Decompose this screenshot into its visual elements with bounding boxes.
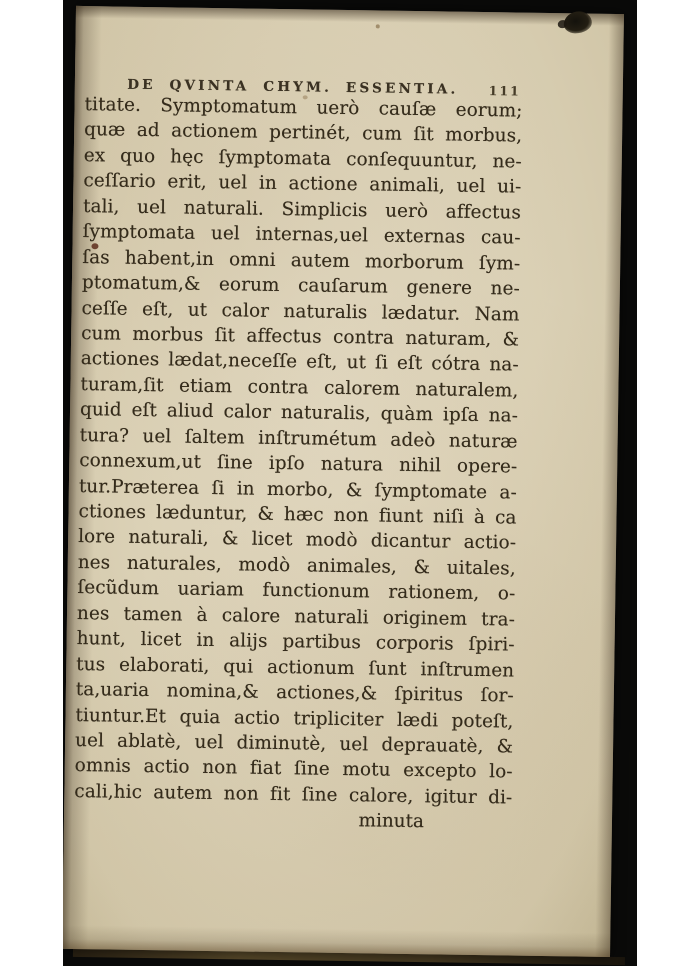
text-line: turam,ſit etiam contra calorem naturalem, bbox=[80, 373, 519, 402]
scan-background bbox=[63, 0, 637, 966]
text-block bbox=[74, 92, 523, 836]
text-line: tura? uel ſaltem inſtrumétum adeò naturæ bbox=[79, 424, 518, 453]
page-number: 111 bbox=[488, 83, 521, 99]
text-line: ptomatum,& eorum cauſarum genere ne- bbox=[81, 272, 521, 300]
text-line: quid eſt aliud calor naturalis, quàm ipſa na- bbox=[79, 399, 519, 427]
text-line: lore naturali, & licet modò dicantur actio- bbox=[77, 526, 517, 554]
running-title: DE QVINTA CHYM. ESSENTIA. bbox=[127, 76, 459, 98]
text-line: ex quo hęc ſymptomata conſequuntur, ne- bbox=[83, 144, 522, 173]
ink-stain bbox=[564, 11, 592, 33]
text-line: ctiones læduntur, & hæc non fiunt niſi à ca bbox=[78, 501, 517, 529]
text-line: ta,uaria nomina,& actiones,& ſpiritus ſor- bbox=[75, 679, 514, 707]
text-line: tus elaborati, qui actionum ſunt inſtrumen bbox=[76, 653, 515, 682]
text-line: hunt, licet in alijs partibus corporis ſpiri- bbox=[76, 628, 515, 656]
text-line: titate. Symptomatum uerò cauſæ eorum; bbox=[84, 94, 523, 122]
text-line: cum morbus ſit affectus contra naturam, & bbox=[81, 322, 520, 351]
text-line: actiones lædat,neceſſe eſt, ut ſi eſt cótra na- bbox=[80, 348, 519, 376]
text-line: nes naturales, modò animales, & uitales, bbox=[77, 551, 516, 580]
text-line: cali,hic autem non fit ſine calore, igitur di- bbox=[74, 780, 513, 809]
paper-speck bbox=[376, 24, 380, 28]
text-line: ceſſe eſt, ut calor naturalis lædatur. Nam bbox=[81, 297, 520, 326]
text-line: ſymptomata uel internas,uel externas cau- bbox=[82, 221, 521, 249]
text-line: tur.Præterea ſi in morbo, & ſymptomate a- bbox=[78, 475, 518, 504]
book-page bbox=[63, 6, 624, 957]
text-line: nes tamen à calore naturali originem tra- bbox=[76, 602, 516, 631]
text-line: tali, uel naturali. Simplicis uerò affectus bbox=[82, 195, 522, 224]
text-line: omnis actio non fiat ſine motu excepto lo- bbox=[74, 755, 513, 783]
text-line: quæ ad actionem pertinét, cum ſit morbus, bbox=[84, 119, 523, 148]
text-line: ſas habent,in omni autem morborum ſym- bbox=[82, 246, 521, 275]
text-line: connexum,ut ſine ipſo natura nihil opere- bbox=[79, 450, 518, 478]
text-line: ſecũdum uariam functionum rationem, o- bbox=[77, 577, 516, 605]
catchword: minuta bbox=[358, 810, 425, 833]
text-line: uel ablatè, uel diminutè, uel deprauatè, & bbox=[74, 729, 514, 758]
text-line: tiuntur.Et quia actio tripliciter lædi poteſt, bbox=[75, 704, 514, 733]
text-line: ceſſario erit, uel in actione animali, uel ui- bbox=[83, 170, 522, 198]
